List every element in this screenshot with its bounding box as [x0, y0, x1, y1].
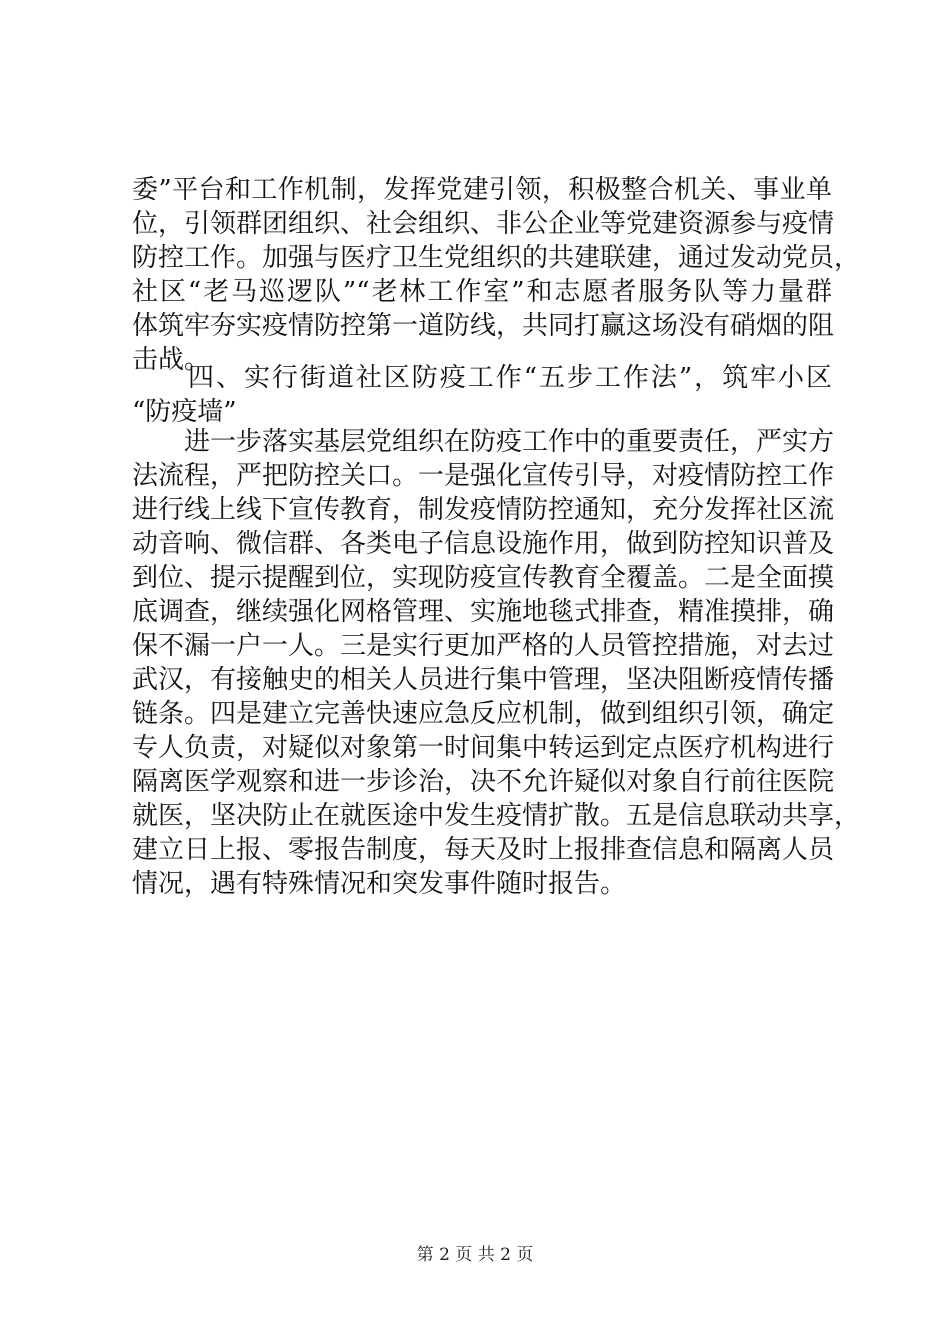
paragraph2-line: 底调查，继续强化网格管理、实施地毯式排查，精准摸排，确 [132, 597, 835, 627]
paragraph1-line: 防控工作。加强与医疗卫生党组织的共建联建，通过发动党员， [132, 243, 861, 273]
paragraph2-line: 保不漏一户一人。三是实行更加严格的人员管控措施，对去过 [132, 631, 835, 661]
paragraph2-line: 到位、提示提醒到位，实现防疫宣传教育全覆盖。二是全面摸 [132, 563, 835, 593]
paragraph2-line: 建立日上报、零报告制度，每天及时上报排查信息和隔离人员 [132, 835, 835, 865]
paragraph2-line: 情况，遇有特殊情况和突发事件随时报告。 [132, 869, 627, 899]
page-number-footer: 第 2 页 共 2 页 [416, 1245, 534, 1265]
paragraph1-line: 委”平台和工作机制，发挥党建引领，积极整合机关、事业单 [132, 175, 832, 205]
paragraph2-line: 进一步落实基层党组织在防疫工作中的重要责任，严实方 [184, 427, 835, 457]
paragraph2-line: 链条。四是建立完善快速应急反应机制，做到组织引领，确定 [132, 699, 835, 729]
section-heading-continued: “防疫墙” [132, 397, 237, 427]
paragraph1-line: 体筑牢夯实疫情防控第一道防线，共同打赢这场没有硝烟的阻 [132, 311, 835, 341]
paragraph2-line: 动音响、微信群、各类电子信息设施作用，做到防控知识普及 [132, 529, 835, 559]
paragraph1-line: 位，引领群团组织、社会组织、非公企业等党建资源参与疫情 [132, 209, 835, 239]
paragraph2-line: 就医，坚决防止在就医途中发生疫情扩散。五是信息联动共享， [132, 801, 861, 831]
paragraph2-line: 武汉，有接触史的相关人员进行集中管理，坚决阻断疫情传播 [132, 665, 835, 695]
paragraph1-line: 击战。 [132, 345, 211, 375]
paragraph2-line: 隔离医学观察和进一步诊治，决不允许疑似对象自行前往医院 [132, 767, 835, 797]
paragraph2-line: 进行线上线下宣传教育，制发疫情防控通知，充分发挥社区流 [132, 495, 835, 525]
paragraph2-line: 专人负责，对疑似对象第一时间集中转运到定点医疗机构进行 [132, 733, 835, 763]
paragraph1-line: 社区“老马巡逻队”“老林工作室”和志愿者服务队等力量群 [132, 277, 832, 307]
section-heading: 四、实行街道社区防疫工作“五步工作法”，筑牢小区 [188, 363, 832, 393]
paragraph2-line: 法流程，严把防控关口。一是强化宣传引导，对疫情防控工作 [132, 461, 835, 491]
